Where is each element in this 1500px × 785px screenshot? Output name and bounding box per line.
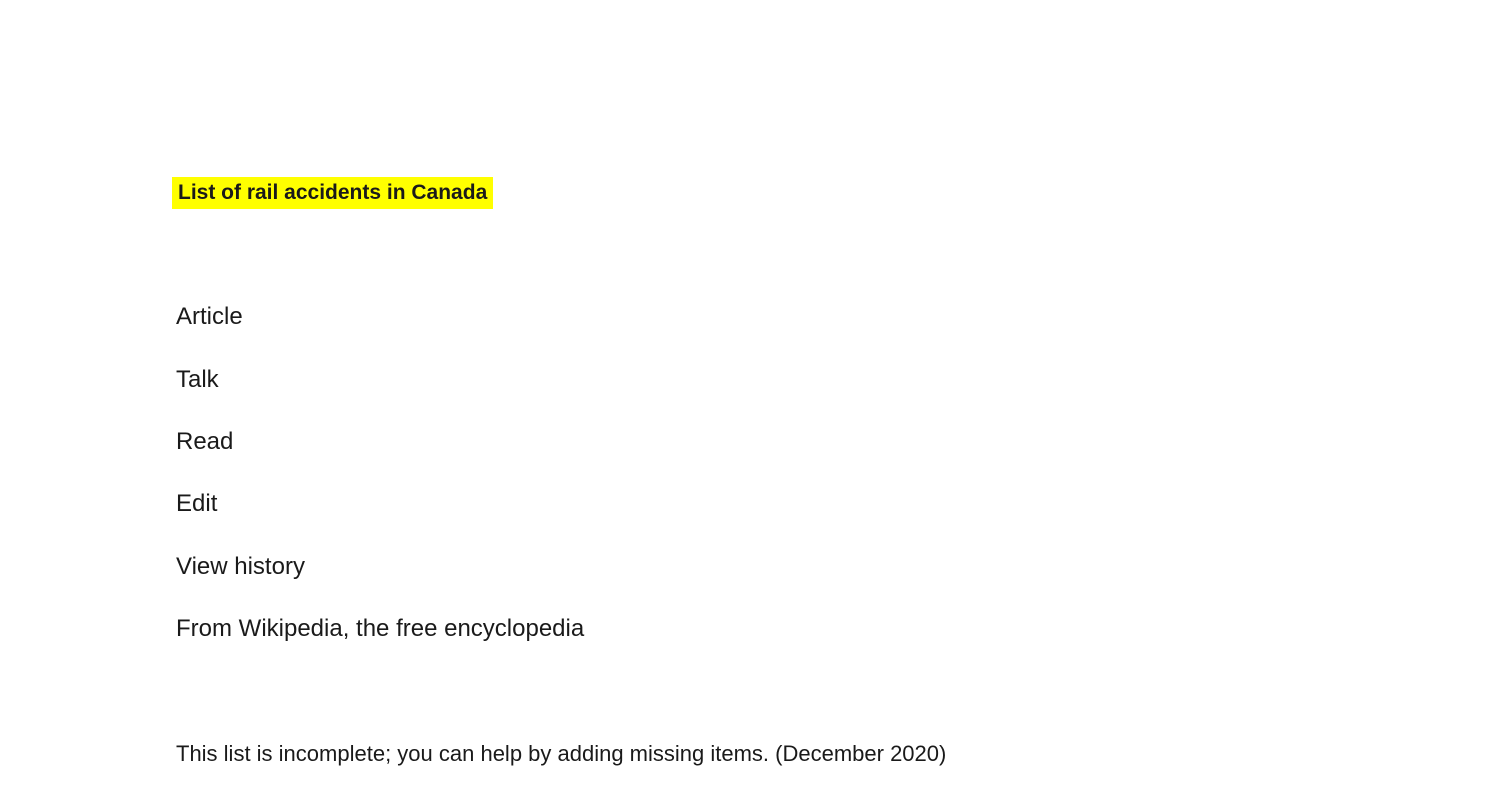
site-subtitle: From Wikipedia, the free encyclopedia [176,615,585,642]
tab-edit[interactable]: Edit [176,490,218,517]
tab-view-history[interactable]: View history [176,553,305,580]
tab-read[interactable]: Read [176,428,234,455]
tab-talk[interactable]: Talk [176,366,219,393]
tab-article[interactable]: Article [176,303,243,330]
incomplete-list-notice: This list is incomplete; you can help by adding missing items. (December 2020) [176,741,947,766]
page-title: List of rail accidents in Canada [172,177,493,209]
